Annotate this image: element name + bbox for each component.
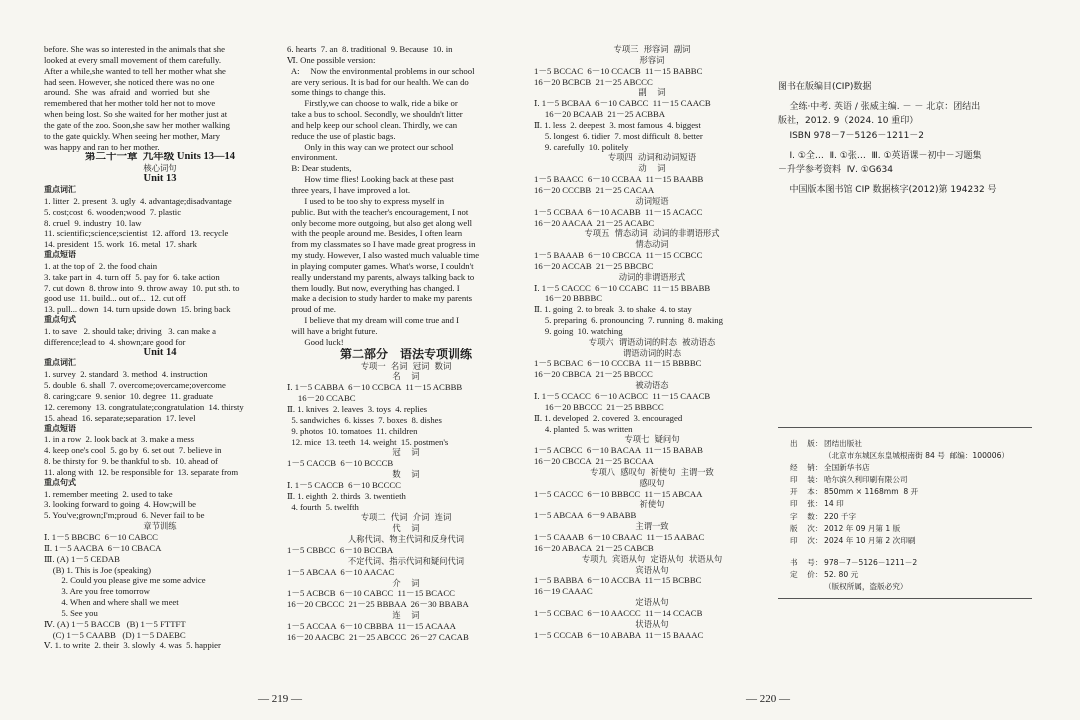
answer-line: 5. longest 6. tidier 7. most difficult 8. better <box>534 130 703 141</box>
section-heading: 状语从句 <box>635 618 669 629</box>
imprint-key <box>790 581 824 593</box>
section-heading: 不定代词、指示代词和疑问代词 <box>347 555 465 566</box>
imprint-row <box>790 474 1034 486</box>
section-heading: 主谓一致 <box>635 521 669 532</box>
section-heading: 感叹句 <box>639 477 665 488</box>
answer-line: 1. in a row 2. look back at 3. make a mess <box>44 434 195 445</box>
imprint-key: 印 次： <box>790 535 823 545</box>
section-heading: 动词短语 <box>635 195 669 206</box>
answer-line: take a bus to school. Secondly, we shouldn't litter <box>287 109 463 120</box>
answer-line: 16－20 CCCBB 21－25 CACAA <box>534 184 655 195</box>
answer-line: public. But with the teacher's encouragement, I not <box>287 206 469 217</box>
answer-line: 1－5 CCBAC 6－10 AACCC 11－14 CCACB <box>534 607 703 618</box>
imprint-row <box>790 523 1034 535</box>
answer-line: 8. be thirsty for 9. be thankful to sb. 10. ahead of <box>44 456 218 467</box>
answer-line: 1－5 BAAAB 6－10 CBCCA 11－15 CCBCC <box>534 250 703 261</box>
section-heading: 第二十一章 九年级 Units 13—14 <box>85 152 235 163</box>
imprint-key: 经 销： <box>790 463 823 473</box>
imprint-value: 14 印 <box>824 499 844 509</box>
answer-line: remembered that her mother told her not to move <box>44 98 216 109</box>
imprint-row <box>790 462 1034 474</box>
section-heading: 连 词 <box>392 610 420 621</box>
section-heading: 介 词 <box>392 577 420 588</box>
answer-line: A: Now the environmental problems in our school <box>287 65 475 76</box>
cip-data-block <box>778 80 1034 197</box>
answer-line: 1－5 ACCAA 6－10 CBBBA 11－15 ACAAA <box>287 620 456 631</box>
section-heading: 专项四 动词和动词短语 <box>607 152 697 163</box>
section-heading: 重点短语 <box>44 423 76 433</box>
answer-line: (B) 1. This is Joe (speaking) <box>44 564 151 575</box>
section-heading: Unit 13 <box>143 174 177 185</box>
answer-line: B: Dear students, <box>287 163 352 174</box>
answer-line: 1. remember meeting 2. used to take <box>44 488 173 499</box>
answer-line: with the people around me. Besides, I often learn <box>287 228 463 239</box>
section-heading: 谓语动词的时态 <box>622 347 682 358</box>
imprint-row <box>790 569 1034 581</box>
answer-line: Ⅰ. 1－5 CACCC 6－10 CCABC 11－15 BBABB <box>534 282 711 293</box>
imprint-key: 印 装： <box>790 475 823 485</box>
imprint-value: （北京市东城区东皇城根南街 84 号 邮编：100006） <box>824 451 1009 461</box>
answer-line: 1. to save 2. should take; driving 3. can make a <box>44 325 217 336</box>
imprint-key: 印 张： <box>790 499 823 509</box>
imprint-key: 开 本： <box>790 487 823 497</box>
answer-line: before. She was so interested in the animals that she <box>44 44 225 54</box>
imprint-row <box>790 535 1034 547</box>
cip-line: －升学参考资料 Ⅳ. ①G634 <box>778 165 893 176</box>
imprint-row <box>790 498 1034 510</box>
answer-line: 12. ceremony 13. congratulate;congratulation 14. thirsty <box>44 401 244 412</box>
section-heading: 冠 词 <box>392 447 420 458</box>
answer-line: 11. scientific;science;scientist 12. afford 13. recycle <box>44 228 229 239</box>
section-heading: 人称代词、物主代词和反身代词 <box>347 534 465 545</box>
answer-line: 16－20 BCAAB 21－25 ACBBA <box>534 109 666 120</box>
answer-line: 5. preparing 6. pronouncing 7. running 8. making <box>534 315 723 326</box>
answer-line: Ⅰ. 1－5 BCBAA 6－10 CABCC 11－15 CAACB <box>534 98 711 109</box>
answer-line: Ⅳ. (A) 1－5 BACCB (B) 1－5 FTTFT <box>44 618 186 629</box>
answer-line: 5. sandwiches 6. kisses 7. boxes 8. dishes <box>287 414 442 425</box>
answer-line: 1. survey 2. standard 3. method 4. instruction <box>44 369 208 380</box>
answer-line: 16－20 BBCCC 21－25 BBBCC <box>534 401 664 412</box>
answer-line: 16－19 CAAAC <box>534 586 593 597</box>
answer-line: looked at every small movement of them carefully. <box>44 54 221 65</box>
section-heading: 重点短语 <box>44 250 76 260</box>
section-heading: 专项三 形容词 副词 <box>613 44 691 54</box>
cip-line: 图书在版编目(CIP)数据 <box>778 82 872 92</box>
answer-line: reduce the use of plastic bags. <box>287 130 396 141</box>
answer-line: only become more outgoing, but also get along well <box>287 217 473 228</box>
answer-line: Ⅵ. One possible version: <box>287 54 376 65</box>
answer-line: 12. mice 13. teeth 14. weight 15. postmen's <box>287 436 449 447</box>
imprint-key: 出 版： <box>790 439 823 448</box>
answer-line: 1－5 CCCAB 6－10 ABABA 11－15 BAAAC <box>534 629 704 640</box>
answer-line: 1－5 CCBAA 6－10 ACABB 11－15 ACACC <box>534 206 703 217</box>
imprint-value: 850mm × 1168mm 8 开 <box>824 487 919 497</box>
answer-line: 16－20 BBBBC <box>534 293 603 304</box>
section-heading: 动词的非谓语形式 <box>618 271 686 282</box>
answer-line: will have a bright future. <box>287 325 378 336</box>
section-heading: 数 词 <box>392 469 420 480</box>
answer-line: 1－5 ABCAA 6－9 ABABB <box>534 510 637 521</box>
answer-line: 4. planted 5. was written <box>534 423 633 434</box>
section-heading: 章节训练 <box>143 521 177 532</box>
cip-line: Ⅰ. ①全… Ⅱ. ①张… Ⅲ. ①英语课－初中－习题集 <box>778 150 982 161</box>
answer-line: had seen. However, she noticed there was no one <box>44 76 215 87</box>
section-heading: 副 词 <box>638 87 666 98</box>
divider-middle <box>778 598 1032 599</box>
section-heading: 定语从句 <box>635 597 669 608</box>
answer-line: 5. See you <box>44 607 98 618</box>
answer-line: 5. double 6. shall 7. overcome;overcame;overcome <box>44 380 226 391</box>
answer-line: was happy and ran to her mother. <box>44 141 160 152</box>
cip-line: 版社，2012. 9（2024. 10 重印） <box>778 116 919 127</box>
answer-line: 4. When and where shall we meet <box>44 597 179 608</box>
imprint-value: 978－7－5126－1211－2 <box>824 557 918 567</box>
imprint-value: 2024 年 10 月第 2 次印刷 <box>824 535 916 545</box>
answer-line: 1－5 CACCB 6－10 BCCCB <box>287 458 394 469</box>
answer-line: 16－20 CBBCA 21－25 BBCCC <box>534 369 653 380</box>
section-heading: 重点词汇 <box>44 184 76 194</box>
answer-line: 16－20 CBCCA 21－25 BCCAA <box>534 456 654 467</box>
imprint-row <box>790 438 1034 450</box>
answer-line: 5. You've;grown;I'm;proud 6. Never fail to be <box>44 510 205 521</box>
imprint-value: 2012 年 09 月第 1 版 <box>824 523 901 533</box>
answer-line: 9. photos 10. tomatoes 11. children <box>287 425 418 436</box>
answer-line: Ⅱ. 1. going 2. to break 3. to shake 4. to stay <box>534 304 692 315</box>
answer-line: in playing computer games. What's worse, I couldn't <box>287 260 474 271</box>
answer-line: 16－20 ABACA 21－25 CABCB <box>534 542 654 553</box>
section-heading: 形容词 <box>639 54 665 65</box>
answer-line: are very serious. It is bad for our health. We can do <box>287 76 469 87</box>
section-heading: 宾语从句 <box>635 564 669 575</box>
imprint-row <box>790 486 1034 498</box>
answer-line: difference;lead to 4. shown;are good for <box>44 336 186 347</box>
answer-line: 2. Could you please give me some advice <box>44 575 206 586</box>
answer-line: 1－5 ABCAA 6－10 AACAC <box>287 566 395 577</box>
answer-line: 14. president 15. work 16. metal 17. shark <box>44 239 197 250</box>
answer-line: 1－5 BABBA 6－10 ACCBA 11－15 BCBBC <box>534 575 702 586</box>
imprint-key: 版 次： <box>790 523 823 533</box>
answer-line: 1－5 BCBAC 6－10 CCCBA 11－15 BBBBC <box>534 358 702 369</box>
answer-line: 4. keep one's cool 5. go by 6. set out 7. believe in <box>44 445 222 456</box>
answer-line: Ⅱ. 1. less 2. deepest 3. most famous 4. biggest <box>534 119 701 130</box>
answer-line: 8. caring;care 9. senior 10. degree 11. graduate <box>44 391 214 401</box>
answer-line: 3. looking forward to going 4. How;will be <box>44 499 197 510</box>
section-heading: 动 词 <box>638 163 666 174</box>
page-number-right: — 220 — <box>746 693 790 705</box>
answer-line: 1－5 ACBCC 6－10 BACAA 11－15 BABAB <box>534 445 703 456</box>
section-heading: 代 词 <box>392 523 420 534</box>
section-heading: 第二部分 语法专项训练 <box>339 347 472 361</box>
answer-line: 16－20 CBCCC 21－25 BBBAA 26－30 BBABA <box>287 599 469 610</box>
answer-line: really understand my parents, always talking back to <box>287 271 475 282</box>
answer-line: around. She was afraid and worried but she <box>44 87 210 98</box>
cip-line: 全练·中考. 英语 / 张威主编. － － 北京：团结出 <box>778 102 981 113</box>
answer-line: 3. take part in 4. turn off 5. pay for 6. take action <box>44 271 220 282</box>
answer-line: my study. However, I also wasted much valuable time <box>287 250 480 261</box>
answer-line: three years, I have improved a lot. <box>287 184 411 195</box>
answer-line: proud of me. <box>287 304 336 315</box>
section-heading: Unit 14 <box>143 347 177 358</box>
imprint-row <box>790 581 1034 593</box>
answer-line: 1－5 BCCAC 6－10 CCACB 11－15 BABBC <box>534 65 703 76</box>
answer-line: I believe that my dream will come true and I <box>287 315 460 326</box>
imprint-key <box>790 450 824 462</box>
answer-line: Ⅱ. 1. developed 2. covered 3. encouraged <box>534 412 683 423</box>
answer-line: 1－5 CACCC 6－10 BBBCC 11－15 ABCAA <box>534 488 703 499</box>
answer-line: I used to be too shy to express myself in <box>287 195 445 206</box>
imprint-value: 哈尔滨久利印刷有限公司 <box>824 475 908 485</box>
imprint-key: 定 价： <box>790 569 823 579</box>
answer-line: 3. Are you free tomorrow <box>44 586 150 597</box>
answer-line: and help keep our school clean. Thirdly, we can <box>287 119 458 130</box>
answer-line: 16－20 BCBCB 21－25 ABCCC <box>534 76 653 87</box>
section-heading: 专项二 代词 介词 连词 <box>360 512 452 523</box>
cip-line: 中国版本图书馆 CIP 数据核字(2012)第 194232 号 <box>778 185 997 196</box>
answer-line: 16－20 AACAA 21－25 ACABC <box>534 217 655 228</box>
section-heading: 重点句式 <box>44 315 76 325</box>
answer-line: environment. <box>287 152 338 163</box>
imprint-value: 全国新华书店 <box>824 463 870 473</box>
answer-line: 8. cruel 9. industry 10. law <box>44 217 142 228</box>
answer-line: 15. ahead 16. separate;separation 17. level <box>44 412 196 423</box>
imprint-value: 52. 80 元 <box>824 569 859 579</box>
section-heading: 情态动词 <box>635 239 669 250</box>
section-heading: 重点句式 <box>44 477 76 487</box>
section-heading: 名 词 <box>392 371 420 382</box>
imprint-row <box>790 557 1034 569</box>
answer-line: them loudly. But now, everything has changed. I <box>287 282 460 293</box>
section-heading: 专项七 疑问句 <box>624 434 680 445</box>
answer-line: 1－5 CBBCC 6－10 BCCBA <box>287 544 394 555</box>
imprint-value: 220 千字 <box>824 511 857 521</box>
answer-line: Ⅴ. 1. to write 2. their 3. slowly 4. was 5. happier <box>44 640 221 651</box>
answer-line: 16－20 CCABC <box>287 393 356 404</box>
imprint-key: 书 号： <box>790 557 823 567</box>
answer-line: 9. going 10. watching <box>534 325 623 336</box>
answer-line: from my classmates so I have made great progress in <box>287 239 476 250</box>
answer-line: Firstly,we can choose to walk, ride a bike or <box>287 98 458 109</box>
answer-line: Good luck! <box>287 336 344 347</box>
answer-line: to the gate quickly. When seeing her mother, Mary <box>44 130 221 141</box>
answer-line: Ⅱ. 1－5 AACBA 6－10 CBACA <box>44 542 162 553</box>
section-heading: 专项九 宾语从句 定语从句 状语从句 <box>581 553 723 564</box>
answer-column-2 <box>287 44 525 643</box>
answer-line: 4. fourth 5. twelfth <box>287 501 359 512</box>
answer-line: 1. litter 2. present 3. ugly 4. advantage;disadvantage <box>44 195 232 206</box>
answer-line: when being lost. So she waited for her mother just at <box>44 109 228 120</box>
answer-line: 1－5 CAAAB 6－10 CBAAC 11－15 AABAC <box>534 531 705 542</box>
section-heading: 专项六 谓语动词的时态 被动语态 <box>588 336 716 347</box>
imprint-value: （版权所属，盗版必究） <box>824 582 908 592</box>
answer-line: Ⅲ. (A) 1－5 CEDAB <box>44 553 120 564</box>
answer-line: some things to change this. <box>287 87 386 98</box>
page-number-left: — 219 — <box>258 693 302 705</box>
answer-line: 1. at the top of 2. the food chain <box>44 260 158 271</box>
answer-line: 13. pull... down 14. turn upside down 15. bring back <box>44 304 231 315</box>
answer-line: 16－20 AACBC 21－25 ABCCC 26－27 CACAB <box>287 631 469 642</box>
answer-line: Ⅱ. 1. eighth 2. thirds 3. twentieth <box>287 490 406 501</box>
answer-line: After a while,she wanted to tell her mother what she <box>44 65 226 76</box>
section-heading: 重点词汇 <box>44 358 76 368</box>
answer-line: make a decision to study harder to make my parents <box>287 293 473 304</box>
section-heading: 被动语态 <box>635 380 669 391</box>
answer-line: good use 11. build... out of... 12. cut off <box>44 293 186 304</box>
imprint-value: 团结出版社 <box>824 439 862 448</box>
answer-line: Only in this way can we protect our school <box>287 141 454 152</box>
imprint-row <box>790 450 1034 462</box>
answer-line: How time flies! Looking back at these past <box>287 174 454 185</box>
divider-top <box>778 427 1032 428</box>
imprint-row <box>790 511 1034 523</box>
section-heading: 专项八 感叹句 祈使句 主谓一致 <box>590 466 714 477</box>
section-heading: 专项五 情态动词 动词的非谓语形式 <box>584 228 720 239</box>
answer-line: 7. cut down 8. throw into 9. throw away 10. put sth. to <box>44 282 240 293</box>
section-heading: 专项一 名词 冠词 数词 <box>360 360 452 371</box>
answer-line: Ⅰ. 1－5 CCACC 6－10 ACBCC 11－15 CAACB <box>534 391 711 401</box>
answer-line: Ⅰ. 1－5 BBCBC 6－10 CABCC <box>44 531 158 542</box>
answer-line: (C) 1－5 CAABB (D) 1－5 DAEBC <box>44 629 186 640</box>
answer-line: 5. cost;cost 6. wooden;wood 7. plastic <box>44 206 182 217</box>
imprint-block <box>790 438 1034 593</box>
answer-line: the gate of the zoo. Soon,she saw her mother walking <box>44 119 231 130</box>
answer-line: 1－5 BAACC 6－10 CCBAA 11－15 BAABB <box>534 174 704 185</box>
cip-line: ISBN 978－7－5126－1211－2 <box>778 130 925 141</box>
answer-column-1 <box>44 44 276 651</box>
answer-line: 16－20 ACCAB 21－25 BBCBC <box>534 260 654 271</box>
section-heading: 祈使句 <box>639 499 665 510</box>
answer-line: 6. hearts 7. an 8. traditional 9. Because 10. in <box>287 44 453 54</box>
answer-line: 11. along with 12. be responsible for 13. separate from <box>44 466 239 477</box>
section-heading: 核心词句 <box>143 163 177 174</box>
answer-line: 9. carefully 10. politely <box>534 141 629 152</box>
answer-line: Ⅰ. 1－5 CACCB 6－10 BCCCC <box>287 479 401 490</box>
imprint-key: 字 数： <box>790 511 823 521</box>
answer-line: 1－5 ACBCB 6－10 CABCC 11－15 BCACC <box>287 588 455 599</box>
answer-line: Ⅱ. 1. knives 2. leaves 3. toys 4. replies <box>287 404 428 414</box>
answer-line: Ⅰ. 1－5 CABBA 6－10 CCBCA 11－15 ACBBB <box>287 382 463 393</box>
answer-column-3 <box>534 44 770 640</box>
